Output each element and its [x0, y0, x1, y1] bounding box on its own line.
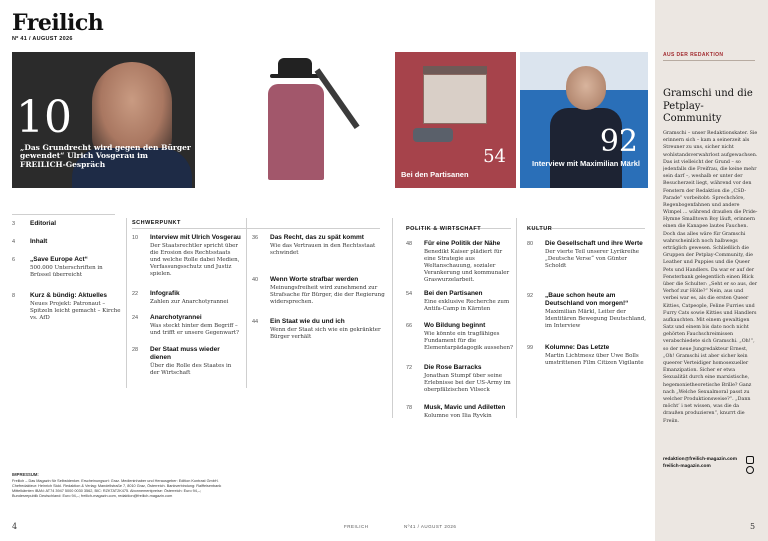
toc-page: 28: [132, 347, 139, 353]
sidebar-heading: AUS DER REDAKTION: [663, 52, 724, 58]
toc-page: 54: [406, 291, 413, 297]
divider: [132, 228, 380, 229]
toc-title: Der Staat muss wieder dienen: [150, 346, 220, 361]
toc-title: Infografik: [150, 290, 180, 297]
toc-title: Kolumne: Das Letzte: [545, 344, 610, 351]
toc-title: Anarchotyrannei: [150, 314, 202, 321]
cover-tile-anarchotyrannei[interactable]: [198, 52, 390, 188]
toc-title: Bei den Partisanen: [424, 290, 483, 297]
toc-page: 92: [527, 293, 534, 299]
impressum: [12, 472, 222, 499]
impressum-heading: IMPRESSUM:: [12, 472, 39, 477]
figure-illustration: [264, 58, 328, 182]
toc-desc: Neues Projekt: Patronaut – Spitzeln leicht gemacht – Kirche vs. AfD: [30, 300, 121, 322]
footer-issue: Nº41 / AUGUST 2026: [404, 524, 457, 529]
column-divider: [392, 218, 393, 418]
car-illustration: [413, 128, 453, 142]
speaker-photo: [566, 66, 606, 110]
tile-caption: „Das Grundrecht wird gegen den Bürger gewendet“ Ulrich Vosgerau im FREILICH-Gespräch: [20, 143, 191, 169]
issue-label: Nº 41 / AUGUST 2026: [12, 36, 73, 42]
contact-email[interactable]: redaktion@freilich-magazin.com: [663, 457, 737, 462]
sidebar-body: Gramschi – unser Redaktionskater. Sie erinnern sich – kam a seinerzeit als Streuner zu uns, sicher nicht wohlstandsverwahrlost aufgewachsen. Das ist vielleicht der Grund – so jedenfalls die Freifrau, die keine mehr sein darf –, weshalb er unter der Besucherzeit liegt, während vor den Fenstern der Redaktion die „CSD-Parade“ vorbeitobt: Sprechchöre, Regenbogenfahnen und andere Wimpel ... während draußen die Pride-Hymne Smalltown Boy läuft, erinnern einen die Kanapee lautes Fauchen. Doch das alles wäre für Gramschi wahrscheinlich noch halbwegs erträglich gewesen. Schließlich die Gruppen der Petplay-Community, die Leather und Puppies und die Queer Pets und Handlers. Da war er auf der Fensterbank gelegentlich einen Blick über die Schulter: „Seht er so aus, der Verhof zur Hölle?“ Nein, aus und verbei war es, als die ersten Queer Kitties, Catpeople, Feline Furries und Furry Cats sowie Kitties und Handlers aufkauchten. Mit einem gewaltigen Satz und einem bis dato noch nicht gehörten Fauchschreimissen verabschiedete sich Gramschi. „Oh!“, so der neue Jungredakteur Ernest, „Oh! Gramschi ist aber sicher kein queerer Verteidiger homosexueller Emanzipation. Sicher er etwa Sexualität durch eine marxistische, hegemonietheoretische Brille? Ganz nach „Welche Sexualmoral passt zu welcher Produktionsweise?“. „Dann möcht’ i net wissen, was die da draußen produzieren“, knurrt die Freiin.: [663, 131, 758, 424]
toc-page: 78: [406, 405, 413, 411]
cover-tile-partisanen[interactable]: [395, 52, 516, 188]
toc-page: 4: [12, 239, 16, 245]
toc-page: 36: [252, 235, 259, 241]
column-divider: [126, 218, 127, 388]
toc-title: „Save Europe Act“: [30, 256, 88, 263]
contact-web[interactable]: freilich-magazin.com: [663, 464, 711, 470]
toc-title: Interview mit Ulrich Vosgerau: [150, 234, 241, 241]
toc-title: Wenn Worte strafbar werden: [270, 276, 359, 283]
toc-page: 24: [132, 315, 139, 321]
toc-title: Kurz & bündig: Aktuelles: [30, 292, 108, 299]
toc-title: Das Recht, das zu spät kommt: [270, 234, 364, 241]
toc-desc: Über die Rolle des Staates in der Wirtschaft: [150, 362, 232, 376]
toc-desc: Maximilian Märkl, Leiter der Identitären Bewegung Deutschland, im Interview: [545, 308, 646, 329]
toc-title: Editorial: [30, 220, 57, 227]
column-divider: [246, 218, 247, 388]
toc-page: 10: [132, 235, 139, 241]
toc-page: 44: [252, 319, 259, 325]
toc-title: „Baue schon heute am Deutschland von morgen!“: [545, 292, 629, 307]
divider: [663, 60, 755, 61]
toc-desc: Jonathan Stumpf über seine Erlebnisse bei der US-Army im oberpfälzischen Vilseck: [424, 372, 511, 394]
footer-brand: FREILICH: [344, 524, 369, 529]
page-number-left: 4: [12, 522, 18, 531]
toc-desc: Wie könnte ein tragfähiges Fundament für die Elementarpädagogik aussehen?: [424, 330, 513, 352]
toc-page: 66: [406, 323, 413, 329]
toc-desc: Was steckt hinter dem Begriff – und trifft er unsere Gegenwart?: [150, 322, 239, 336]
toc-desc: Martin Lichtmesz über Uwe Bolls umstrittenen Film Citizen Vigilante: [545, 352, 644, 366]
section-heading: POLITIK & WIRTSCHAFT: [406, 226, 482, 232]
toc-desc: Wenn der Staat sich wie ein gekränkter Bürger verhält: [270, 326, 381, 340]
toc-desc: Zahlen zur Anarchotyrannei: [150, 298, 229, 305]
toc-page: 72: [406, 365, 413, 371]
tile-page-number: 24: [206, 148, 229, 169]
toc-page: 80: [527, 241, 534, 247]
toc-page: 22: [132, 291, 139, 297]
toc-title: Die Rose Barracks: [424, 364, 482, 371]
tile-page-number: 10: [16, 92, 72, 143]
toc-title: Inhalt: [30, 238, 48, 245]
toc-desc: Wie das Vertrauen in den Rechtsstaat schwindet: [270, 242, 376, 256]
section-heading: KULTUR: [527, 226, 553, 232]
mail-icon: [746, 456, 754, 464]
toc-title: Musk, Mavic und Adiletten: [424, 404, 506, 411]
globe-icon: [746, 466, 754, 474]
toc-title: Für eine Politik der Nähe: [424, 240, 501, 247]
coat-shape: [268, 84, 324, 180]
section-heading: SCHWERPUNKT: [132, 220, 181, 226]
building-illustration: [423, 74, 487, 124]
toc-desc: 500.000 Unterschriften in Brüssel überreicht: [30, 264, 103, 278]
toc-desc: Der vierte Teil unserer Lyrikreihe „Deutsche Verse“ von Günter Scholdt: [545, 248, 640, 270]
toc-title: Die Gesellschaft und ihre Werte: [545, 240, 643, 247]
hat-brim: [270, 74, 320, 78]
impressum-text: Freilich – Das Magazin für Selbstdenker. Erscheinungsort: Graz. Medieninhaber und Herausgeber: Edition Kontrast GmbH. Chefredakteur: Heinrich Sickl. Redaktion & Verlag: Mandellstraße 7, 8010 Graz, Österreich. Bankverbindung: Raiffeisenbank Mittelkärnten IBAN: AT74 3947 5000 0030 3562, BIC: RZKTAT2K475. Abonnementpreise: Österreich: Euro 94,–; Bundesrepublik Deutschland: Euro 94,–; freilich-magazin.com, redaktion@freilich-magazin.com: [12, 478, 222, 499]
toc-desc: Eine exklusive Recherche zum Antifa-Camp in Kärnten: [424, 298, 510, 312]
toc-page: 8: [12, 293, 16, 299]
tile-page-number: 54: [483, 146, 506, 167]
toc-page: 48: [406, 241, 413, 247]
magazine-logo: Freilich: [12, 10, 104, 36]
tile-caption: Bei den Partisanen: [401, 170, 469, 179]
toc-title: Ein Staat wie du und ich: [270, 318, 345, 325]
toc-desc: Meinungsfreiheit wird zunehmend zur Strafsache für Bürger, die der Regierung widersprechen.: [270, 284, 385, 306]
toc-page: 99: [527, 345, 534, 351]
toc-desc: Kolumne von Ilia Ryvkin: [424, 412, 492, 419]
toc-title: Wo Bildung beginnt: [424, 322, 486, 329]
toc-page: 3: [12, 221, 16, 227]
toc-desc: Benedikt Kaiser plädiert für eine Strategie aus Weltanschauung, sozialer Verankerung und kommunaler Graswurzelarbeit.: [424, 248, 510, 284]
toc-page: 40: [252, 277, 259, 283]
toc-desc: Der Staatsrechtler spricht über die Erosion des Rechtsstaats und welche Rolle dabei Medien, Verfassungsschutz und Justiz spielen.: [150, 242, 240, 278]
tile-caption: Interview mit Maximilian Märkl: [532, 159, 640, 168]
tile-caption: Anarchotyrannei: [206, 170, 266, 179]
tile-page-number: 92: [599, 124, 638, 159]
column-divider: [516, 218, 517, 418]
cover-tile-vosgerau[interactable]: [12, 52, 195, 188]
divider: [12, 214, 115, 215]
toc-page: 6: [12, 257, 16, 263]
cover-tile-maerkl[interactable]: [520, 52, 648, 188]
sidebar-title: Gramschi und die Petplay-Community: [663, 88, 753, 124]
page-number-right: 5: [750, 522, 756, 531]
